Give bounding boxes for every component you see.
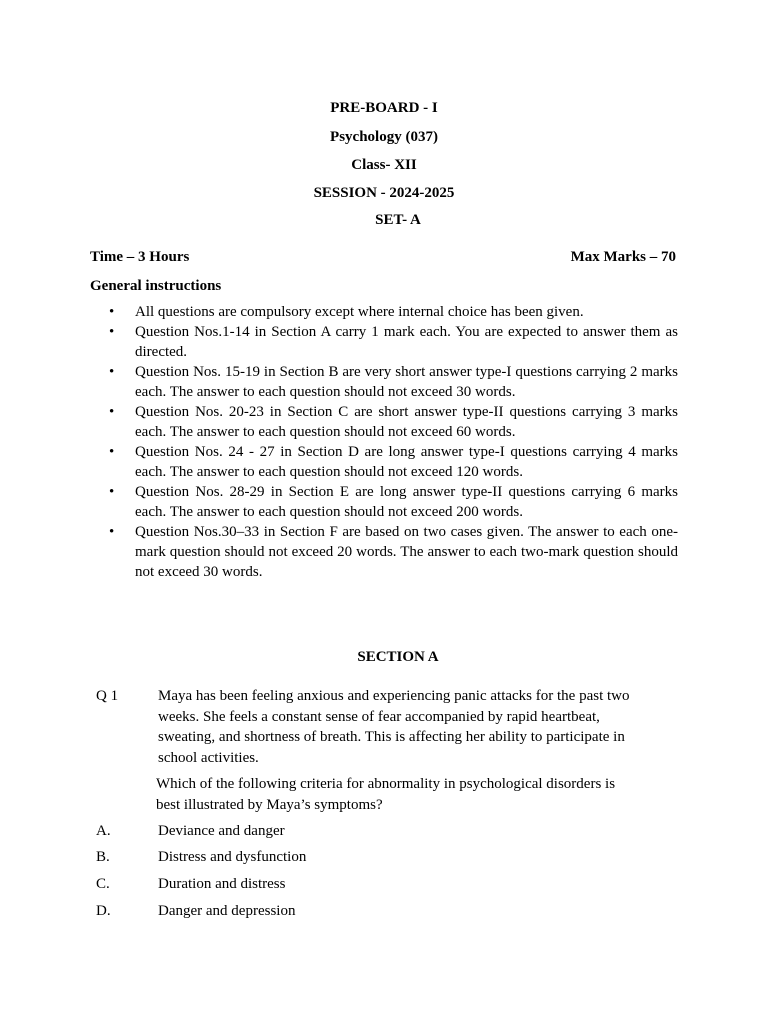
bullet-icon: • (109, 324, 115, 340)
option-letter-d: D. (96, 903, 111, 919)
option-letter-b: B. (96, 849, 110, 865)
subject-title: Psychology (037) (330, 129, 438, 145)
question-number: Q 1 (96, 688, 119, 704)
instruction-text: Question Nos.30–33 in Section F are based on two cases given. The answer to each one-mark question should not exceed 20 words. The answer to each two-mark question should not exceed 30 words. (135, 524, 678, 580)
instruction-item (104, 442, 678, 482)
session-title: SESSION - 2024-2025 (313, 185, 455, 201)
instruction-text: All questions are compulsory except where internal choice has been given. (135, 304, 584, 320)
instruction-item (104, 302, 678, 322)
option-text-b: Distress and dysfunction (158, 849, 307, 865)
option-text-a: Deviance and danger (158, 823, 285, 839)
instruction-item (104, 322, 678, 362)
class-title: Class- XII (351, 157, 417, 173)
exam-title: PRE-BOARD - I (330, 100, 438, 116)
instruction-item (104, 522, 678, 582)
bullet-icon: • (109, 304, 115, 320)
instruction-item (104, 362, 678, 402)
question-stem: Which of the following criteria for abnormality in psychological disorders is best illustrated by Maya’s symptoms? (156, 776, 616, 813)
instruction-item (104, 402, 678, 442)
bullet-icon: • (109, 444, 115, 460)
option-text-c: Duration and distress (158, 876, 286, 892)
option-letter-a: A. (96, 823, 111, 839)
max-marks-label: Max Marks – 70 (570, 249, 676, 265)
section-a-heading: SECTION A (357, 649, 439, 665)
instructions-heading: General instructions (90, 278, 222, 294)
instruction-text: Question Nos. 28-29 in Section E are long answer type-II questions carrying 6 marks each. The answer to each question should not exceed 200 words. (135, 484, 678, 520)
bullet-icon: • (109, 404, 115, 420)
instruction-text: Question Nos.1-14 in Section A carry 1 mark each. You are expected to answer them as directed. (135, 324, 678, 360)
instruction-text: Question Nos. 24 - 27 in Section D are long answer type-I questions carrying 4 marks each. The answer to each question should not exceed 120 words. (135, 444, 678, 480)
option-letter-c: C. (96, 876, 110, 892)
option-text-d: Danger and depression (158, 903, 296, 919)
instruction-item (104, 482, 678, 522)
instruction-text: Question Nos. 15-19 in Section B are very short answer type-I questions carrying 2 marks each. The answer to each question should not exceed 30 words. (135, 364, 678, 400)
instruction-text: Question Nos. 20-23 in Section C are short answer type-II questions carrying 3 marks each. The answer to each question should not exceed 60 words. (135, 404, 678, 440)
bullet-icon: • (109, 364, 115, 380)
bullet-icon: • (109, 484, 115, 500)
bullet-icon: • (109, 524, 115, 540)
question-passage: Maya has been feeling anxious and experiencing panic attacks for the past two weeks. She feels a constant sense of fear accompanied by rapid heartbeat, sweating, and shortness of breath. This is affecting her ability to participate in school activities. (158, 688, 630, 766)
instructions-list (104, 302, 678, 582)
set-title: SET- A (375, 212, 421, 228)
time-label: Time – 3 Hours (90, 249, 190, 265)
